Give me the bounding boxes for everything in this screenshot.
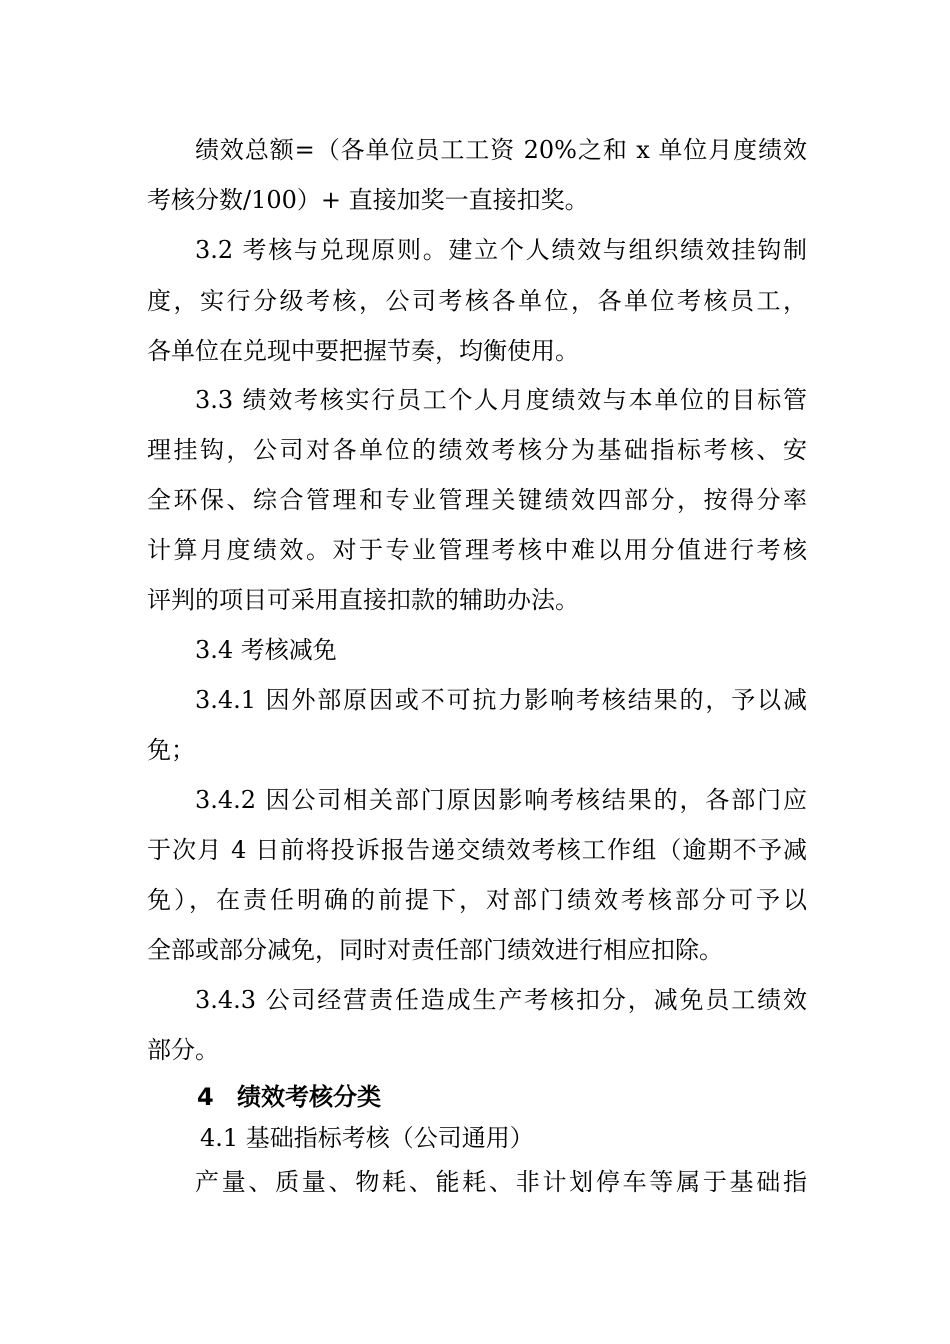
section-title: 绩效考核分类: [237, 1083, 381, 1111]
paragraph-line: 部分。: [147, 1036, 219, 1064]
paragraph-line: 计算月度绩效。对于专业管理考核中难以用分值进行考核: [147, 536, 807, 564]
subsection-heading: 4.1 基础指标考核（公司通用）: [200, 1124, 534, 1152]
section-heading: [197, 1081, 381, 1113]
paragraph-line: 3.2 考核与兑现原则。建立个人绩效与组织绩效挂钩制: [195, 236, 807, 264]
paragraph-line: 于次月 4 日前将投诉报告递交绩效考核工作组（逾期不予减: [147, 836, 807, 864]
paragraph-line: 度，实行分级考核，公司考核各单位，各单位考核员工，: [147, 287, 807, 315]
paragraph-line: 3.4.2 因公司相关部门原因影响考核结果的，各部门应: [195, 786, 807, 814]
paragraph-line: 各单位在兑现中要把握节奏，均衡使用。: [147, 337, 579, 365]
paragraph-line: 3.4.3 公司经营责任造成生产考核扣分，减免员工绩效: [195, 986, 807, 1014]
paragraph-line: 全环保、综合管理和专业管理关键绩效四部分，按得分率: [147, 486, 807, 514]
paragraph-line: 产量、质量、物耗、能耗、非计划停车等属于基础指: [195, 1168, 807, 1196]
paragraph-line: 3.4 考核减免: [195, 636, 337, 664]
paragraph-line: 绩效总额=（各单位员工工资 20%之和 x 单位月度绩效: [195, 136, 807, 164]
paragraph-line: 3.4.1 因外部原因或不可抗力影响考核结果的，予以减: [195, 686, 807, 714]
section-number: 4: [197, 1083, 214, 1111]
paragraph-line: 免；: [147, 736, 195, 764]
paragraph-line: 3.3 绩效考核实行员工个人月度绩效与本单位的目标管: [195, 386, 807, 414]
paragraph-line: 考核分数/100）+ 直接加奖一直接扣奖。: [147, 186, 589, 214]
paragraph-line: 全部或部分减免，同时对责任部门绩效进行相应扣除。: [147, 936, 723, 964]
paragraph-line: 理挂钩，公司对各单位的绩效考核分为基础指标考核、安: [147, 436, 807, 464]
paragraph-line: 免），在责任明确的前提下，对部门绩效考核部分可予以: [147, 886, 807, 914]
paragraph-line: 评判的项目可采用直接扣款的辅助办法。: [147, 586, 579, 614]
